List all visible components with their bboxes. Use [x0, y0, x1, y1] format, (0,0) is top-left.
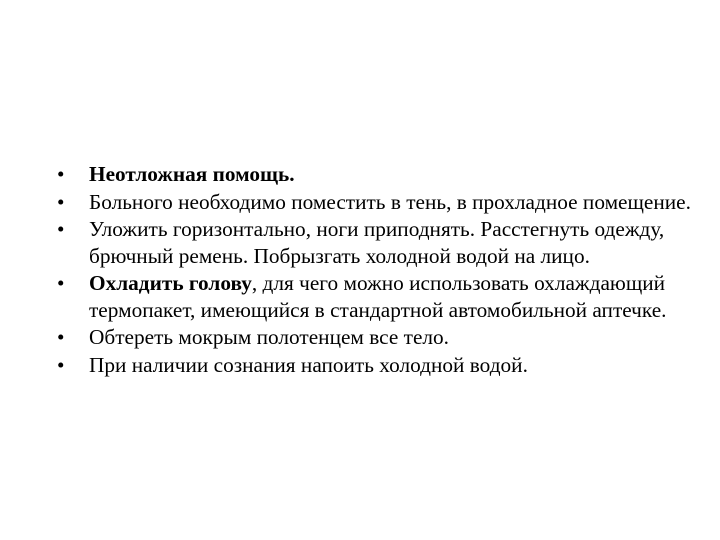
bullet-heading: Охладить голову [89, 271, 252, 296]
bullet-marker: • [57, 271, 65, 296]
bullet-marker: • [57, 217, 65, 242]
list-item [55, 216, 695, 268]
list-item [55, 352, 695, 378]
bullet-heading: Неотложная помощь. [89, 162, 295, 186]
bullet-marker: • [57, 189, 65, 214]
bullet-text: При наличии сознания напоить холодной водой. [89, 352, 528, 377]
bullet-text: , для чего можно использовать охлаждающий термопакет, имеющийся в стандартной автомобильной аптечке. [89, 271, 667, 322]
bullet-list [55, 161, 695, 380]
bullet-marker: • [57, 162, 65, 186]
bullet-text: Обтереть мокрым полотенцем все тело. [89, 325, 449, 350]
list-item [55, 161, 695, 187]
list-item [55, 270, 695, 322]
list-item [55, 324, 695, 350]
bullet-marker: • [57, 325, 65, 350]
bullet-marker: • [57, 352, 65, 377]
list-item [55, 189, 695, 215]
bullet-text: Уложить горизонтально, ноги приподнять. Расстегнуть одежду, брючный ремень. Побрызгать холодной водой на лицо. [89, 217, 665, 268]
bullet-text: Больного необходимо поместить в тень, в прохладное помещение. [89, 189, 691, 214]
